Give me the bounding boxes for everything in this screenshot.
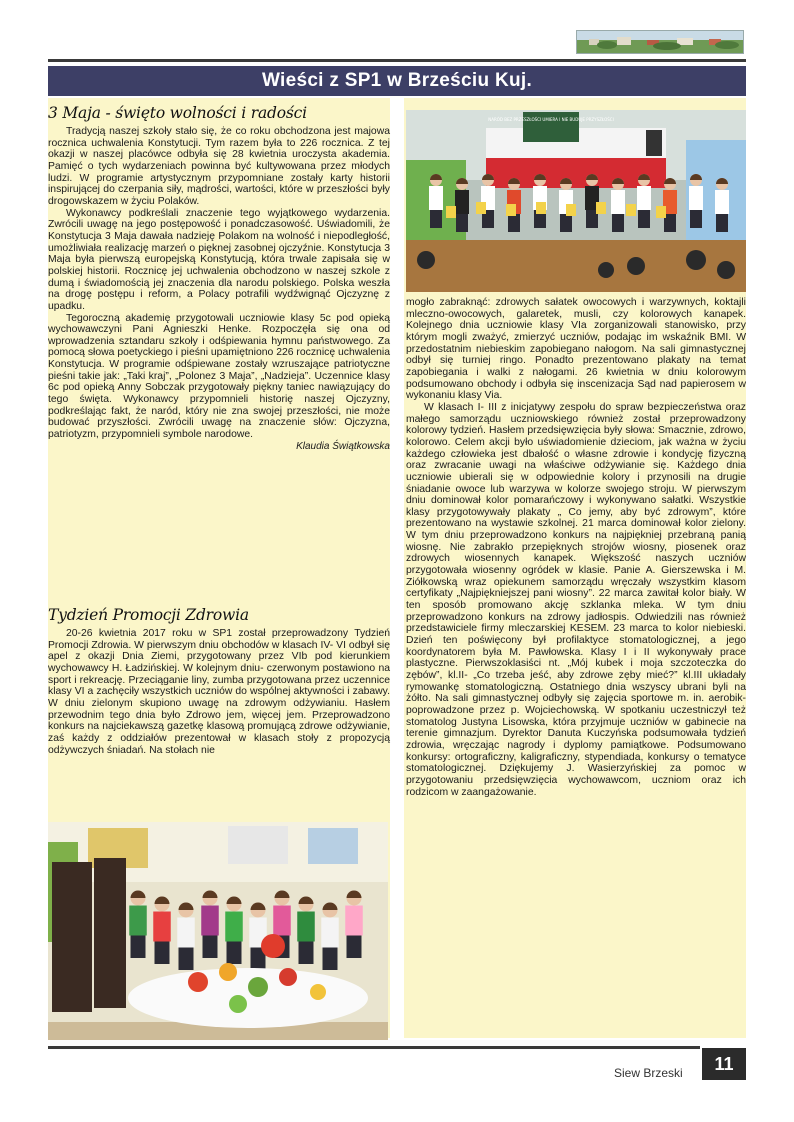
article-body-tydzien-left <box>48 628 390 756</box>
publication-name: Siew Brzeski <box>614 1066 683 1080</box>
paragraph: 20-26 kwietnia 2017 roku w SP1 został przeprowadzony Tydzień Promocji Zdrowia. W pierwszym dniu obchodów w klasach IV- VI odbył się apel z okazji Dnia Ziemi, przygotowany przez VIb pod kierunkiem wychowawcy H. Ładzińskiej. W kolejnym dniu- czerwonym postawiono na sport i rekreację. Przeciąganie liny, zumba przygotowana przez uczennice klasy VI a zachęciły wszystkich uczniów do wspólnej aktywności i zabawy. W dniu zielonym skupiono uwagę na zdrowym odżywianiu. Hasłem przewodnim tego dnia było Zdrowo jem, więcej jem. Przeprowadzono konkurs na najciekawszą gazetkę klasową promującą zdrowe odżywianie, zaś każdy z oddziałów prezentował w klasach stoły z propozycją odżywczych śniadań. Na stołach nie <box>48 628 390 756</box>
bottom-rule <box>48 1046 700 1049</box>
header-landscape-photo <box>576 30 744 54</box>
paragraph: Wykonawcy podkreślali znaczenie tego wyjątkowego wydarzenia. Zwrócili uwagę na jego postępowość i ponadczasowość. Uświadomili, że Konstytucja 3 Maja dawała nadzieję Polakom na wolność i niepodległość, umożliwiała realizację marzeń o pięknej zasobnej ojczyźnie. Konstytucja 3 Maja była pierwszą europejską Konstytucją, która trwale zapisała się w polskiej historii. Rocznicę jej uchwalenia obchodzono w naszej szkole z dumą i świadomością jej znaczenia dla narodu polskiego. Polska weszła na drogę postępu i reform, a Polacy potrafili wydźwignąć Ojczyznę z upadku. <box>48 207 390 312</box>
paragraph: Tegoroczną akademię przygotowali uczniowie klasy 5c pod opieką wychowawczyni Pani Agnieszki Henke. Rozpoczęła się ona od wprowadzenia sztandaru szkoły i odśpiewania hymnu państwowego. Za pomocą słowa poetyckiego i pieśni upamiętniono 226 rocznicę uchwalenia Konstytucja. W programie odśpiewane zostały wzruszające patriotyczne pieśni takie jak: „Taki kraj”, „Polonez 3 Maja”, „Nadzieja”. Uczennice klasy 6c pod opieką Anny Sobczak przygotowały piękny taniec nawiązujący do tego święta. Wykonawcy przypomnieli historię naszej Ojczyzny, podkreślając fakt, że naród, który nie zna swojej przeszłości, nie może budować przyszłości. Zwrócili uwagę na znaczenie słów: Ojczyzna, patriotyzm, przypomnieli symbole narodowe. <box>48 312 390 441</box>
page-title: Wieści z SP1 w Brześciu Kuj. <box>48 66 746 96</box>
stage-banner-text: NARÓD BEZ PRZESZŁOŚCI UMIERA I NIE BUDUJE PRZYSZŁOŚCI <box>488 117 614 122</box>
paragraph: mogło zabraknąć: zdrowych sałatek owocowych i warzywnych, koktajli mleczno-owocowych, galaretek, musli, czy kolorowych kanapek. Kolejnego dnia uczniowie klasy VIa zorganizowali stanowisko, przy którym mogli zważyć, zmierzyć uczniów, podając im wskaźnik BMI. W przedostatnim niebieskim zapobiegano nałogom. Na sali gimnastycznej odbył się turniej ringo. Ponadto prezentowano plakaty na temat zapobiegania i walki z nałogami. 26 kwietnia w dniu kolorowym podsumowano obchody i odbyła się inscenizacja Sąd nad papierosem w wykonaniu klasy Via. <box>406 297 746 402</box>
healthy-food-photo <box>48 822 388 1040</box>
ceremony-photo <box>406 110 746 292</box>
author-signature: Klaudia Świątkowska <box>296 440 390 452</box>
article-title-3-maja: 3 Maja - święto wolności i radości <box>48 104 307 122</box>
paragraph: W klasach I- III z inicjatywy zespołu do spraw bezpieczeństwa oraz małego samorządu uczniowskiego również został przeprowadzony kolorowy tydzień. Hasłem przedsięwzięcia były słowa: Smacznie, zdrowo, kolorowo. Celem akcji było uświadomienie dzieciom, jak ważna w życiu każdego człowieka jest dbałość o własne zdrowie i kondycję fizyczną oraz zwracanie uwagi na właściwe odżywianie się. Każdego dnia uczniowie ubierali się w odpowiednie kolory i przynosili na drugie śniadanie owoce lub warzywa w kolorze swojego stroju. W pierwszym dniu dominował kolor pomarańczowy i wykonywano sałatki. Wszystkie klasy przygotowywały plakaty „ Co jemy, aby być zdrowym”, które prezentowano na wystawie szkolnej. 21 marca dominował kolor zielony. W tym dniu przeprowadzono konkurs na najpiękniej przebraną panią wiosnę. Nie zabrakło przepięknych strojów wiosny, piosenek oraz zdrowych wiosennych kanapek. Większość naszych uczniów przygotowała wiosenny ogródek w klasie. Panie A. Gierszewska i M. Ziółkowską wraz opiekunem samorządu wręczały wszystkim klasom certyfikaty „Najpiękniejszej pani wiosny”. 22 marca zawitał kolor biały. W ten sposób promowano akcję szklanka mleka. W tym dniu przeprowadzono konkurs na zdrowy jadłospis. Odwiedzili nas również przedstawiciele firmy mleczarskiej KESEM. 23 marca to kolor niebieski. Dzień ten poświęcony był profilaktyce stomatologicznej, a jego koordynatorem była M. Pawłowska. Klasy I i II wykonywały prace plastyczne. Pierwszoklasiści nt. „Mój kubek i moja szczoteczka do zębów”, kl.II- „Co trzeba jeść, aby zdrowe zęby mieć?” kl.III układały rymowankę stomatologiczną. Ostatniego dnia wszyscy ubrani byli na żółto. Na sali gimnastycznej odbyły się zajęcia sportowe m. in. aerobik- poprowadzone przez p. Wojciechowską. W spotkaniu uczestniczył też stomatolog Justyna Lisowska, która przyjmuje uczniów w gabinecie na terenie gimnazjum. Dyrektor Danuta Kuczyńska podsumowała tydzień zdrowia, wręczając nagrody i dyplomy pamiątkowe. Podsumowano konkursy: ortograficzny, kaligraficzny, stypendiada, konkursy o tematyce stomatologicznej. Dziękujemy J. Wasierzyńskiej za pomoc w przygotowaniu przedsięwzięcia wychowawcom, uczniom oraz ich rodzicom w zaangażowanie. <box>406 401 746 798</box>
article-body-3-maja <box>48 126 390 452</box>
paragraph: Tradycją naszej szkoły stało się, że co roku obchodzona jest majowa rocznica uchwalenia Konstytucji. Tym razem była to 226 rocznica. Z tej okazji w naszej placówce odbyła się 28 kwietnia uroczysta akademia. Pamięć o tych wydarzeniach powinna być kultywowana przez młodych ludzi. W programie artystycznym przypomniane zostały karty historii inspirującej do czerpania siły, mądrości, wartości, które w przeszłości były drogowskazem w życiu Polaków. <box>48 126 390 207</box>
article-body-tydzien-right <box>406 297 746 798</box>
page-number: 11 <box>702 1048 746 1080</box>
article-title-tydzien-zdrowia: Tydzień Promocji Zdrowia <box>48 606 249 624</box>
top-rule <box>48 59 746 62</box>
